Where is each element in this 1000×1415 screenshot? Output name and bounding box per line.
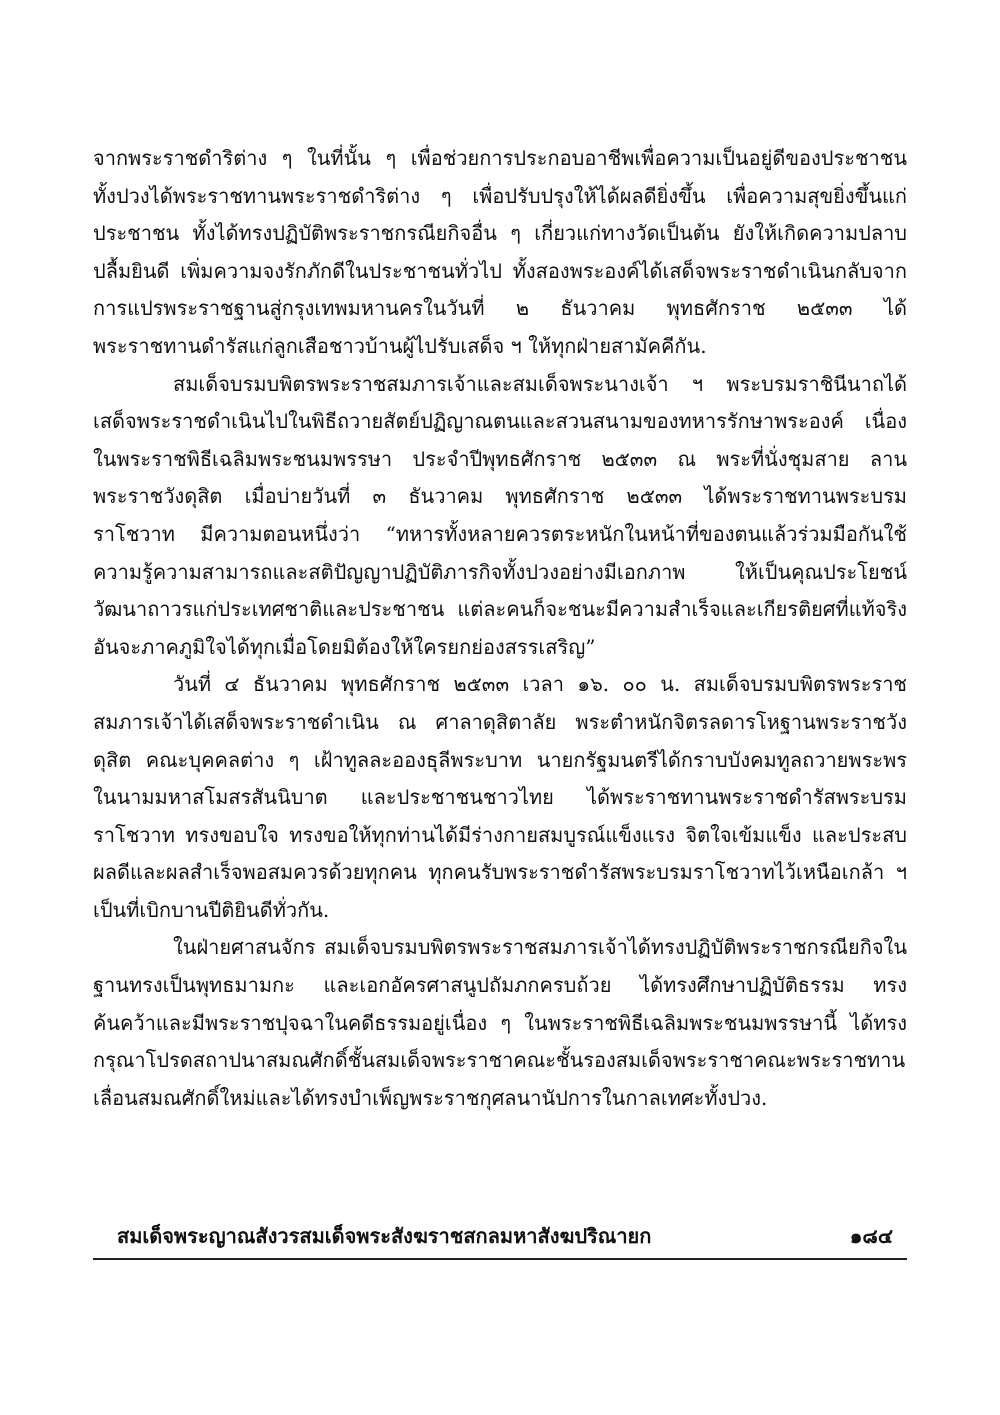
paragraph-1 <box>93 140 907 366</box>
text-line: จากพระราชดำริต่าง ๆ ในที่นั้น ๆ เพื่อช่วยการประกอบอาชีพเพื่อความเป็นอยู่ดีของประชาชน <box>93 146 907 170</box>
text-line: พระราชทานดำรัสแก่ลูกเสือชาวบ้านผู้ไปรับเสด็จ ฯ ให้ทุกฝ่ายสามัคคีกัน. <box>93 333 707 358</box>
text-line: ฐานทรงเป็นพุทธมามกะ และเอกอัครศาสนูปถัมภกครบถ้วย ได้ทรงศึกษาปฏิบัติธรรม ทรง <box>93 973 907 998</box>
text-line: ทั้งปวงได้พระราชทานพระราชดำริต่าง ๆ เพื่อปรับปรุงให้ได้ผลดียิ่งขึ้น เพื่อความสุขยิ่งขึ้นแก่ <box>93 183 907 208</box>
text-line: ในฝ่ายศาสนจักร สมเด็จบรมบพิตรพระราชสมภารเจ้าได้ทรงปฏิบัติพระราชกรณียกิจใน <box>173 935 907 960</box>
text-line: สมภารเจ้าได้เสด็จพระราชดำเนิน ณ ศาลาดุสิตาลัย พระตำหนักจิตรลดารโหฐานพระราชวัง <box>93 709 907 734</box>
text-line: กรุณาโปรดสถาปนาสมณศักดิ์ชั้นสมเด็จพระราชาคณะชั้นรองสมเด็จพระราชาคณะพระราชทาน <box>93 1048 906 1073</box>
text-line: อันจะภาคภูมิใจได้ทุกเมื่อโดยมิต้องให้ใครยกย่องสรรเสริญ” <box>93 634 596 659</box>
text-line: ในพระราชพิธีเฉลิมพระชนมพรรษา ประจำปีพุทธศักราช ๒๕๓๓ ณ พระที่นั่งชุมสาย ลาน <box>93 446 907 471</box>
page-number: ๑๘๔ <box>849 1224 893 1248</box>
text-line: ความรู้ความสามารถและสติปัญญาปฏิบัติภารกิจทั้งปวงอย่างมีเอกภาพ ให้เป็นคุณประโยชน์ <box>93 559 907 584</box>
body-text <box>93 140 907 1117</box>
footer-title: สมเด็จพระญาณสังวรสมเด็จพระสังฆราชสกลมหาสังฆปริณายก <box>117 1224 652 1248</box>
text-line: เสด็จพระราชดำเนินไปในพิธีถวายสัตย์ปฏิญาณตนและสวนสนามของทหารรักษาพระองค์ เนื่อง <box>93 409 907 434</box>
text-line: วันที่ ๔ ธันวาคม พุทธศักราช ๒๕๓๓ เวลา ๑๖. ๐๐ น. สมเด็จบรมบพิตรพระราช <box>173 672 907 697</box>
paragraph-4 <box>93 929 907 1117</box>
text-line: เลื่อนสมณศักดิ์ใหม่และได้ทรงบำเพ็ญพระราชกุศลนานัปการในกาลเทศะทั้งปวง. <box>93 1085 768 1110</box>
text-line: สมเด็จบรมบพิตรพระราชสมภารเจ้าและสมเด็จพระนางเจ้า ฯ พระบรมราชินีนาถได้ <box>173 371 907 396</box>
text-line: การแปรพระราชฐานสู่กรุงเทพมหานครในวันที่ ๒ ธันวาคม พุทธศักราช ๒๕๓๓ ได้ <box>93 296 907 321</box>
page-footer <box>93 1220 907 1260</box>
footer-divider <box>93 1258 907 1260</box>
text-line: พระราชวังดุสิต เมื่อบ่ายวันที่ ๓ ธันวาคม พุทธศักราช ๒๕๓๓ ได้พระราชทานพระบรม <box>93 484 907 509</box>
text-line: ผลดีและผลสำเร็จพอสมควรด้วยทุกคน ทุกคนรับพระราชดำรัสพระบรมราโชวาทไว้เหนือเกล้า ฯ <box>93 860 907 885</box>
text-line: เป็นที่เบิกบานปีติยินดีทั่วกัน. <box>93 897 330 922</box>
paragraph-2 <box>93 366 907 667</box>
text-line: วัฒนาถาวรแก่ประเทศชาติและประชาชน แต่ละคนก็จะชนะมีความสำเร็จและเกียรติยศที่แท้จริง <box>93 597 907 622</box>
text-line: ประชาชน ทั้งได้ทรงปฏิบัติพระราชกรณียกิจอื่น ๆ เกี่ยวแก่ทางวัดเป็นต้น ยังให้เกิดความปลาบ <box>93 221 907 246</box>
text-line: ราโชวาท มีความตอนหนึ่งว่า “ทหารทั้งหลายควรตระหนักในหน้าที่ของตนแล้วร่วมมือกันใช้ <box>93 521 907 546</box>
text-line: ราโชวาท ทรงขอบใจ ทรงขอให้ทุกท่านได้มีร่างกายสมบูรณ์แข็งแรง จิตใจเข้มแข็ง และประสบ <box>93 822 907 847</box>
text-line: ปลื้มยินดี เพิ่มความจงรักภักดีในประชาชนทั่วไป ทั้งสองพระองค์ได้เสด็จพระราชดำเนินกลับจาก <box>93 258 907 283</box>
text-line: ค้นคว้าและมีพระราชปุจฉาในคดีธรรมอยู่เนื่อง ๆ ในพระราชพิธีเฉลิมพระชนมพรรษานี้ ได้ทรง <box>93 1010 907 1035</box>
text-line: ดุสิต คณะบุคคลต่าง ๆ เฝ้าทูลละอองธุลีพระบาท นายกรัฐมนตรีได้กราบบังคมทูลถวายพระพร <box>93 747 907 772</box>
paragraph-3 <box>93 666 907 929</box>
text-line: ในนามมหาสโมสรสันนิบาต และประชาชนชาวไทย ได้พระราชทานพระราชดำรัสพระบรม <box>93 785 907 810</box>
